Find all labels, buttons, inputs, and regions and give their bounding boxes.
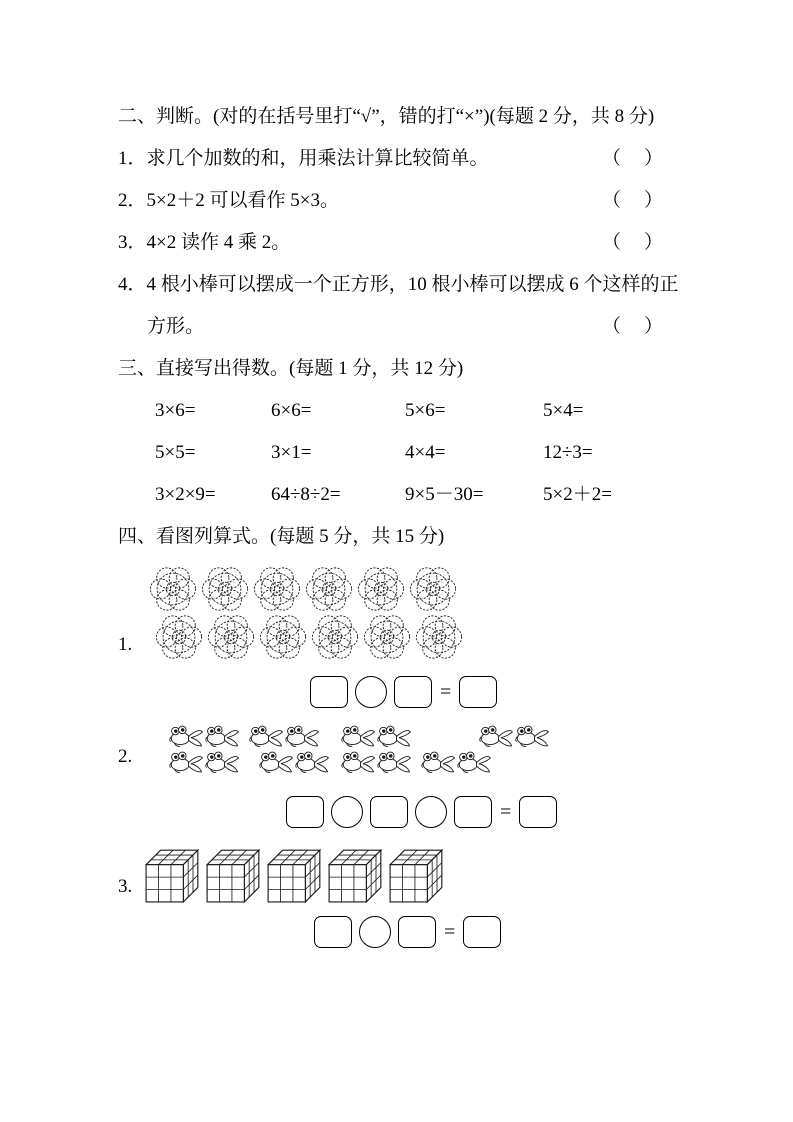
judge-item-text: 4 根小棒可以摆成一个正方形，10 根小棒可以摆成 6 个这样的正 [146, 274, 679, 295]
item-number: 1． [118, 148, 147, 169]
judge-item-4-line2 [118, 306, 683, 348]
answer-box [519, 796, 557, 828]
answer-box [398, 916, 436, 948]
cubes-picture [142, 844, 683, 904]
equals-sign: = [440, 681, 452, 703]
flower-icon [414, 612, 464, 662]
calc-cell: 5×4= [543, 400, 584, 421]
flower-icon [148, 564, 198, 614]
equals-sign: = [444, 921, 456, 943]
answer-paren: （ ） [601, 232, 665, 253]
section2-heading: 二、判断。(对的在括号里打“√”，错的打“×”)(每题 2 分，共 8 分) [118, 106, 655, 127]
calc-cell: 3×1= [271, 442, 312, 463]
cube-block-icon [266, 844, 324, 904]
answer-paren: （ ） [601, 316, 665, 337]
flowers-picture [142, 564, 683, 662]
fish-icon [294, 750, 330, 774]
flower-icon [408, 564, 458, 614]
answer-box [459, 676, 497, 708]
calc-cell: 5×5= [155, 442, 196, 463]
answer-box [463, 916, 501, 948]
answer-box [286, 796, 324, 828]
flower-icon [258, 612, 308, 662]
item-number: 2. [118, 746, 133, 767]
answer-box [454, 796, 492, 828]
fish-icon [204, 750, 240, 774]
flower-icon [310, 612, 360, 662]
judge-item-3 [118, 222, 683, 264]
picture-problem-2 [118, 722, 683, 828]
cube-block-icon [144, 844, 202, 904]
answer-box [310, 676, 348, 708]
calc-cell: 4×4= [405, 442, 446, 463]
fish-icon [514, 724, 550, 748]
flower-icon [206, 612, 256, 662]
picture-problem-3 [118, 844, 683, 948]
fish-icon [248, 724, 284, 748]
equals-sign: = [500, 801, 512, 823]
answer-box [394, 676, 432, 708]
fish-icon [168, 724, 204, 748]
fish-icon [456, 750, 492, 774]
answer-box [314, 916, 352, 948]
judge-item-2 [118, 180, 683, 222]
operator-circle [331, 796, 363, 828]
calc-cell: 9×5－30= [405, 484, 484, 505]
judge-item-text: 求几个加数的和，用乘法计算比较简单。 [146, 148, 489, 169]
flower-icon [356, 564, 406, 614]
flower-icon [252, 564, 302, 614]
flower-icon [362, 612, 412, 662]
operator-circle [359, 916, 391, 948]
calc-cell: 5×2＋2= [543, 484, 612, 505]
fish-icon [478, 724, 514, 748]
judge-item-text: 方形。 [147, 316, 205, 337]
section3-heading: 三、直接写出得数。(每题 1 分，共 12 分) [118, 358, 464, 379]
flower-icon [304, 564, 354, 614]
equation-row-1 [310, 676, 683, 708]
calc-cell: 64÷8÷2= [271, 484, 341, 505]
flower-icon [200, 564, 250, 614]
calc-cell: 3×2×9= [155, 484, 216, 505]
calc-cell: 5×6= [405, 400, 446, 421]
answer-box [370, 796, 408, 828]
picture-problem-1 [118, 564, 683, 708]
judge-item-text: 5×2＋2 可以看作 5×3。 [146, 190, 339, 211]
fish-icon [340, 750, 376, 774]
judge-item-1 [118, 138, 683, 180]
calc-cell: 6×6= [271, 400, 312, 421]
fish-icon [284, 724, 320, 748]
fish-icon [420, 750, 456, 774]
calc-cell: 12÷3= [543, 442, 593, 463]
item-number: 4． [118, 274, 147, 295]
calc-cell: 3×6= [155, 400, 196, 421]
cube-block-icon [388, 844, 446, 904]
item-number: 1. [118, 634, 133, 655]
answer-paren: （ ） [601, 190, 665, 211]
equation-row-3 [314, 916, 683, 948]
section4-heading: 四、看图列算式。(每题 5 分，共 15 分) [118, 526, 445, 547]
operator-circle [355, 676, 387, 708]
cube-block-icon [327, 844, 385, 904]
item-number: 2． [118, 190, 147, 211]
cube-block-icon [205, 844, 263, 904]
item-number: 3． [118, 232, 147, 253]
fish-icon [204, 724, 240, 748]
fish-icon [376, 724, 412, 748]
fish-icon [258, 750, 294, 774]
judge-item-text: 4×2 读作 4 乘 2。 [146, 232, 291, 253]
fish-icon [340, 724, 376, 748]
operator-circle [415, 796, 447, 828]
equation-row-2 [286, 796, 683, 828]
judge-item-4 [118, 264, 683, 306]
fish-icon [168, 750, 204, 774]
answer-paren: （ ） [601, 148, 665, 169]
flower-icon [154, 612, 204, 662]
item-number: 3. [118, 876, 133, 897]
calc-grid [118, 390, 683, 516]
fish-picture [142, 722, 683, 774]
fish-icon [376, 750, 412, 774]
